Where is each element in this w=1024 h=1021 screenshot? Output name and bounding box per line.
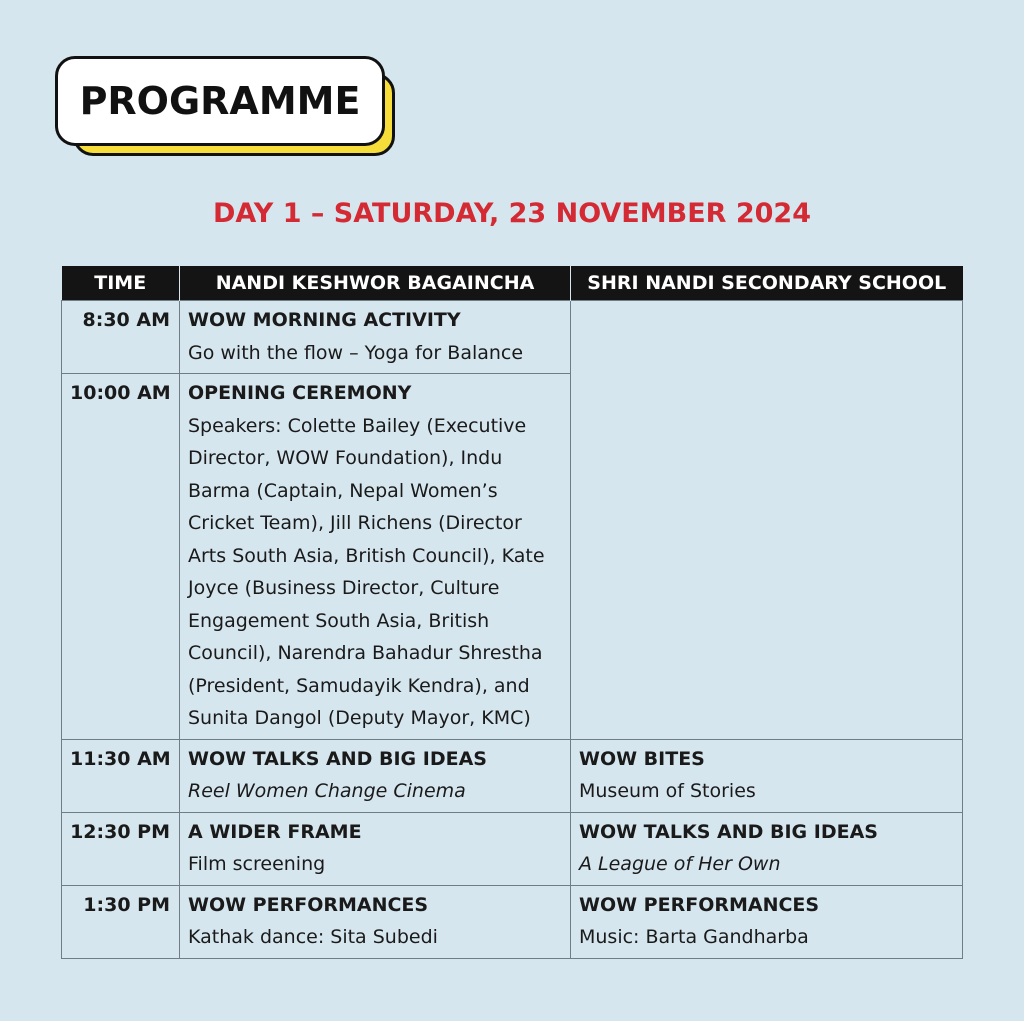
empty-cell bbox=[571, 301, 963, 740]
event-cell bbox=[571, 885, 963, 958]
event-cell bbox=[571, 812, 963, 885]
event-detail: Go with the flow – Yoga for Balance bbox=[188, 341, 524, 364]
event-cell bbox=[180, 812, 571, 885]
event-cell bbox=[571, 739, 963, 812]
time-cell: 10:00 AM bbox=[62, 374, 180, 740]
header-venue1: NANDI KESHWOR BAGAINCHA bbox=[180, 266, 571, 301]
event-detail: Museum of Stories bbox=[579, 780, 756, 802]
event-detail: Film screening bbox=[188, 853, 326, 875]
event-title: A WIDER FRAME bbox=[188, 820, 362, 843]
table-header-row bbox=[62, 266, 963, 301]
event-title: OPENING CEREMONY bbox=[188, 382, 412, 404]
event-cell bbox=[180, 739, 571, 812]
event-cell bbox=[180, 885, 571, 958]
event-title: WOW BITES bbox=[579, 747, 705, 770]
event-title: WOW TALKS AND BIG IDEAS bbox=[579, 820, 878, 843]
event-title: WOW PERFORMANCES bbox=[579, 893, 820, 916]
event-title: WOW PERFORMANCES bbox=[188, 893, 429, 916]
event-title: WOW TALKS AND BIG IDEAS bbox=[188, 747, 487, 770]
badge-label: PROGRAMME bbox=[79, 79, 361, 123]
table-row bbox=[62, 812, 963, 885]
event-detail: Music: Barta Gandharba bbox=[579, 926, 809, 948]
event-detail: Reel Women Change Cinema bbox=[188, 780, 466, 802]
event-cell bbox=[180, 301, 571, 374]
table-row bbox=[62, 739, 963, 812]
table-row bbox=[62, 301, 963, 374]
time-cell: 8:30 AM bbox=[62, 301, 180, 374]
programme-badge bbox=[55, 56, 385, 146]
schedule-table bbox=[61, 266, 963, 959]
time-cell: 12:30 PM bbox=[62, 812, 180, 885]
event-detail: Kathak dance: Sita Subedi bbox=[188, 926, 438, 948]
day-heading: DAY 1 – SATURDAY, 23 NOVEMBER 2024 bbox=[213, 198, 811, 229]
event-title: WOW MORNING ACTIVITY bbox=[188, 309, 461, 331]
table-row bbox=[62, 885, 963, 958]
header-time: TIME bbox=[62, 266, 180, 301]
event-detail: Speakers: Colette Bailey (Executive Director, WOW Foundation), Indu Barma (Captain, Nepal Women’s Cricket Team), Jill Richens (Director Arts South Asia, British Council), Kate Joyce (Business Director, Culture Engagement South Asia, British Council), Narendra Bahadur Shrestha (President, Samudayik Kendra), and Sunita Dangol (Deputy Mayor, KMC) bbox=[188, 414, 545, 729]
time-cell: 11:30 AM bbox=[62, 739, 180, 812]
event-cell bbox=[180, 374, 571, 740]
time-cell: 1:30 PM bbox=[62, 885, 180, 958]
event-detail: A League of Her Own bbox=[579, 853, 781, 875]
header-venue2: SHRI NANDI SECONDARY SCHOOL bbox=[571, 266, 963, 301]
